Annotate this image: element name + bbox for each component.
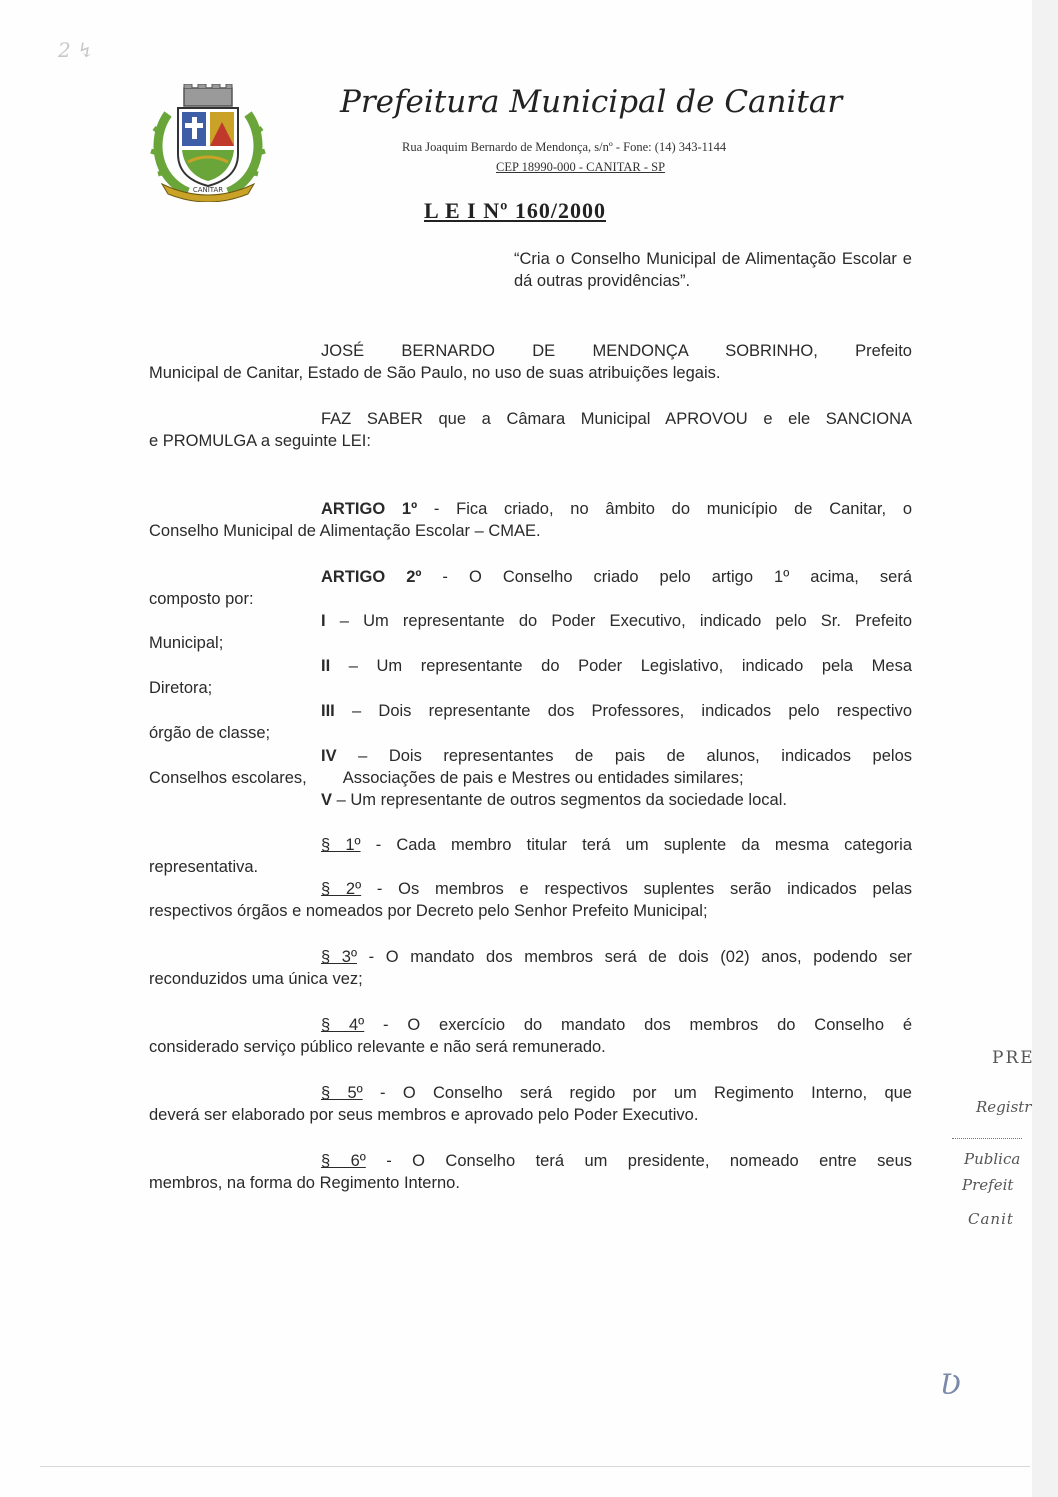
item-line [149,767,912,789]
stamp-text: Registr [976,1098,1032,1116]
paragraph-3 [149,946,912,990]
paragraph-text: - O Conselho terá um presidente, nomeado entre seus [365,1152,912,1170]
article-line: Conselho Municipal de Alimentação Escolar – CMAE. [149,522,541,540]
stamp-text: PRE [992,1048,1035,1068]
item-text: – Um representante do Poder Legislativo, indicado pela Mesa [330,657,912,675]
stamp-divider [952,1138,1022,1139]
paragraph-line [149,878,912,900]
paragraph-label: § 3º [321,948,358,966]
paragraph-label: § 2º [321,880,362,898]
item-line: órgão de classe; [149,724,271,742]
article-text: - Fica criado, no âmbito do município de Canitar, o [417,500,913,518]
article-line [149,566,912,588]
paragraph-line [149,834,912,856]
preamble-line: Municipal de Canitar, Estado de São Paulo, no uso de suas atribuições legais. [149,364,721,382]
item-line: Diretora; [149,679,213,697]
item-line: Municipal; [149,634,224,652]
article-line: composto por: [149,590,254,608]
paragraph-line: respectivos órgãos e nomeados por Decreto pelo Senhor Prefeito Municipal; [149,902,708,920]
header-cep: CEP 18990-000 - CANITAR - SP [496,160,666,174]
paragraph-5 [149,1082,912,1126]
header-address: Rua Joaquim Bernardo de Mendonça, s/nº - Fone: (14) 343-1144 [402,140,727,154]
paragraph-line [149,1014,912,1036]
paragraph-text: - Os membros e respectivos suplentes serão indicados pelas [361,880,912,898]
stamp-text: Prefeit [962,1176,1014,1194]
coat-of-arms-icon [148,84,268,202]
pencil-mark: 2 ↯ [58,38,94,62]
svg-text:CANITAR: CANITAR [192,186,224,194]
stamp-text: Canit [968,1210,1014,1228]
item-label: IV [321,747,337,765]
paragraph-4 [149,1014,912,1058]
paragraph-line: representativa. [149,858,259,876]
article-2-item-5 [149,789,912,811]
handwritten-initials: Ʋ [940,1368,962,1401]
paragraph-line: membros, na forma do Regimento Interno. [149,1174,460,1192]
item-text: – Um representante de outros segmentos da sociedade local. [332,791,787,809]
article-text: - O Conselho criado pelo artigo 1º acima, será [421,568,913,586]
law-title: L E I Nº 160/2000 [424,198,606,223]
header-title: Prefeitura Municipal de Canitar [340,84,843,120]
article-line [149,498,912,520]
paragraph-label: § 4º [321,1016,365,1034]
paragraph-text: - Cada membro titular terá um suplente da mesma categoria [360,836,913,854]
item-label: III [321,702,335,720]
paragraph-label: § 1º [321,836,361,854]
article-2-item-2 [149,655,912,699]
paragraph-label: § 6º [321,1152,366,1170]
paragraph-line [149,1150,912,1172]
item-label: V [321,791,333,809]
paragraph-2 [149,878,912,922]
paragraph-line [149,946,912,968]
item-line [149,655,912,677]
preamble-enactment [149,408,912,452]
scan-edge-line [40,1466,1030,1467]
preamble-line: JOSÉ BERNARDO DE MENDONÇA SOBRINHO, Prefeito [321,342,912,360]
page-edge [1032,0,1058,1497]
stamp-text: Publica [964,1150,1021,1168]
item-line [149,610,912,632]
item-text: – Dois representante dos Professores, indicados pelo respectivo [334,702,912,720]
article-1 [149,498,912,542]
law-ementa: “Cria o Conselho Municipal de Alimentação Escolar e dá outras providências”. [514,250,912,290]
preamble-line: e PROMULGA a seguinte LEI: [149,432,371,450]
paragraph-6 [149,1150,912,1194]
paragraph-line: deverá ser elaborado por seus membros e aprovado pelo Poder Executivo. [149,1106,699,1124]
paragraph-text: - O mandato dos membros será de dois (02) anos, podendo ser [357,948,913,966]
article-2 [149,566,912,610]
item-label: II [321,657,331,675]
item-line [149,700,912,722]
paragraph-line: reconduzidos uma única vez; [149,970,363,988]
paragraph-line [149,1082,912,1104]
preamble-mayor [149,340,912,384]
item-text: – Um representante do Poder Executivo, indicado pelo Sr. Prefeito [325,612,912,630]
item-line [149,789,912,811]
paragraph-line: considerado serviço público relevante e não será remunerado. [149,1038,606,1056]
article-label: ARTIGO 2º [321,568,422,586]
paragraph-1 [149,834,912,878]
item-text: Associações de pais e Mestres ou entidades similares; [342,769,744,787]
preamble-line: FAZ SABER que a Câmara Municipal APROVOU e ele SANCIONA [321,410,912,428]
item-label: I [321,612,326,630]
item-text: Conselhos escolares, [149,769,307,787]
item-text: – Dois representantes de pais de alunos, indicados pelos [336,747,912,765]
article-2-item-3 [149,700,912,744]
item-line [149,745,912,767]
article-2-item-4 [149,745,912,789]
paragraph-label: § 5º [321,1084,363,1102]
paragraph-text: - O Conselho será regido por um Regimento Interno, que [362,1084,912,1102]
article-2-item-1 [149,610,912,654]
article-label: ARTIGO 1º [321,500,418,518]
paragraph-text: - O exercício do mandato dos membros do Conselho é [364,1016,913,1034]
